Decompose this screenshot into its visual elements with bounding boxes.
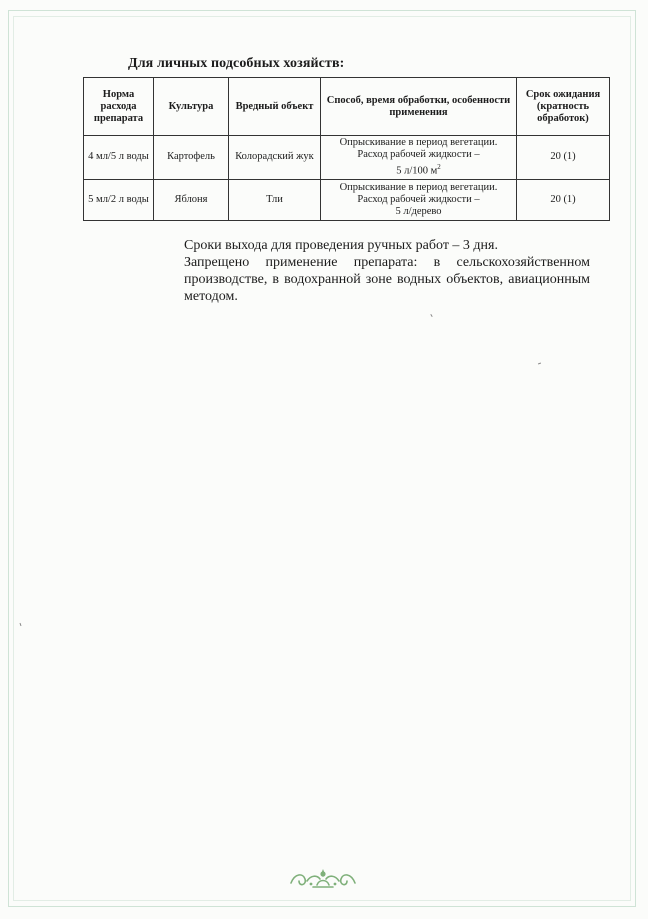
- cell-pest: Тли: [229, 179, 321, 220]
- cell-crop: Картофель: [154, 136, 229, 180]
- header-crop: Культура: [154, 78, 229, 136]
- table-header-row: [84, 78, 610, 136]
- method-line: 5 л/дерево: [395, 205, 442, 217]
- method-line: 5 л/100 м: [396, 165, 438, 177]
- cell-pest: Колорадский жук: [229, 136, 321, 180]
- header-waiting: Срок ожидания (кратность обработок): [517, 78, 610, 136]
- paragraph-line: Запрещено применение препарата: в сельскохозяйственном: [184, 255, 590, 270]
- header-method: Способ, время обработки, особенности применения: [321, 78, 517, 136]
- cell-rate: 5 мл/2 л воды: [84, 179, 154, 220]
- header-rate: Норма расхода препарата: [84, 78, 154, 136]
- cell-waiting: 20 (1): [517, 136, 610, 180]
- cell-rate: 4 мл/5 л воды: [84, 136, 154, 180]
- table-row: [84, 136, 610, 180]
- application-table: [83, 77, 610, 221]
- paragraph-line: методом.: [184, 289, 238, 304]
- method-line: Расход рабочей жидкости –: [357, 149, 480, 160]
- method-line: Опрыскивание в период вегетации.: [339, 137, 498, 148]
- paragraph-prohibition: [87, 254, 590, 305]
- cell-method: [321, 179, 517, 220]
- paragraph-line: производстве, в водохранной зоне водных объектов, авиационным: [184, 272, 590, 287]
- section-heading: Для личных подсобных хозяйств:: [128, 56, 345, 71]
- paragraph-reentry: Сроки выхода для проведения ручных работ – 3 дня.: [184, 238, 498, 253]
- method-line: Расход рабочей жидкости –: [357, 193, 480, 205]
- method-line: Опрыскивание в период вегетации.: [339, 181, 498, 193]
- header-pest: Вредный объект: [229, 78, 321, 136]
- cell-crop: Яблоня: [154, 179, 229, 220]
- footer-ornament-icon: [287, 865, 359, 891]
- cell-waiting: 20 (1): [517, 179, 610, 220]
- superscript: 2: [437, 163, 441, 171]
- cell-method: [321, 136, 517, 180]
- table-row: [84, 179, 610, 220]
